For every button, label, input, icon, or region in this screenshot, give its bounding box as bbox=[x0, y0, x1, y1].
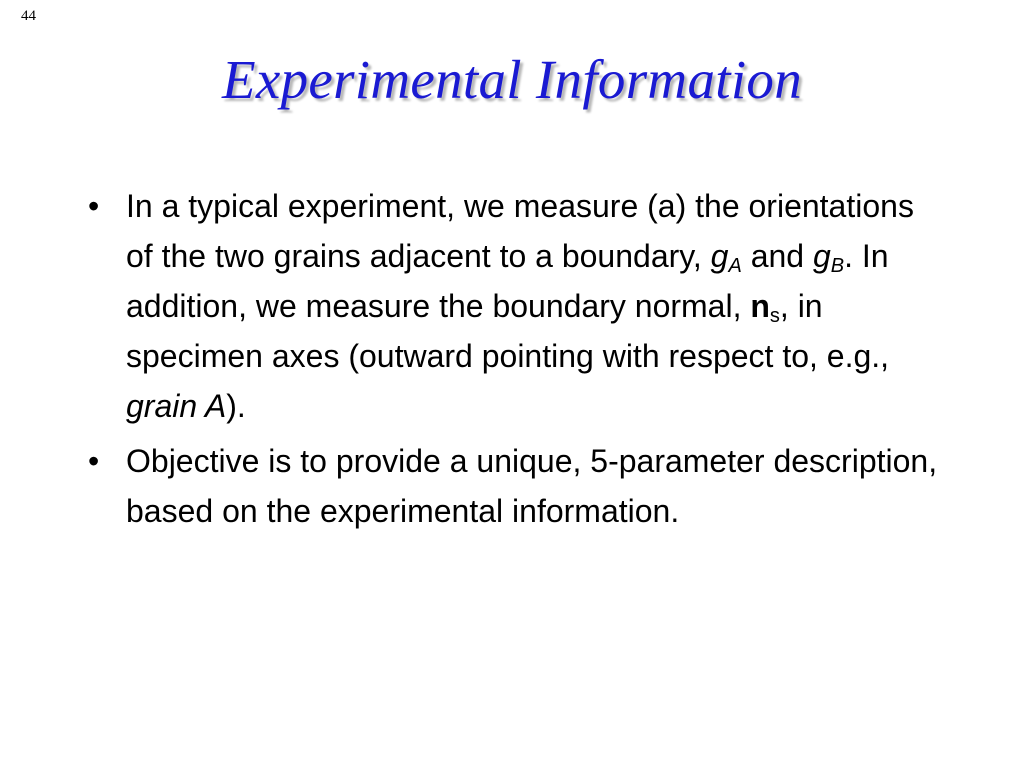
bullet-text: and bbox=[741, 238, 813, 274]
bullet-list bbox=[88, 181, 948, 541]
subscript-a: A bbox=[728, 255, 742, 277]
grain-a-label: grain A bbox=[126, 388, 227, 424]
bullet-marker: • bbox=[88, 443, 100, 479]
math-var-g: g bbox=[710, 238, 729, 274]
bullet-marker: • bbox=[88, 188, 100, 224]
slide-title: Experimental Information bbox=[221, 49, 803, 110]
bullet-text: , in specimen axes (outward pointing with respect to, e.g., bbox=[126, 288, 890, 374]
bullet-text: ). bbox=[226, 388, 246, 424]
bullet-item-objective bbox=[88, 436, 948, 536]
math-g-a bbox=[710, 238, 742, 277]
bullet-text: . In addition, we measure the boundary normal, bbox=[126, 238, 889, 324]
bullet-item-experiment bbox=[88, 181, 948, 431]
bullet-text: Objective is to provide a unique, 5-parameter description, based on the experimental information. bbox=[126, 443, 938, 529]
math-g-b bbox=[812, 238, 845, 277]
subscript-s: s bbox=[769, 305, 780, 327]
math-n: n bbox=[750, 288, 770, 324]
subscript-b: B bbox=[830, 255, 845, 277]
math-var-g: g bbox=[812, 238, 831, 274]
bullet-text: In a typical experiment, we measure (a) the orientations of the two grains adjacent to a boundary, bbox=[126, 188, 914, 274]
slide-number: 44 bbox=[21, 8, 36, 24]
